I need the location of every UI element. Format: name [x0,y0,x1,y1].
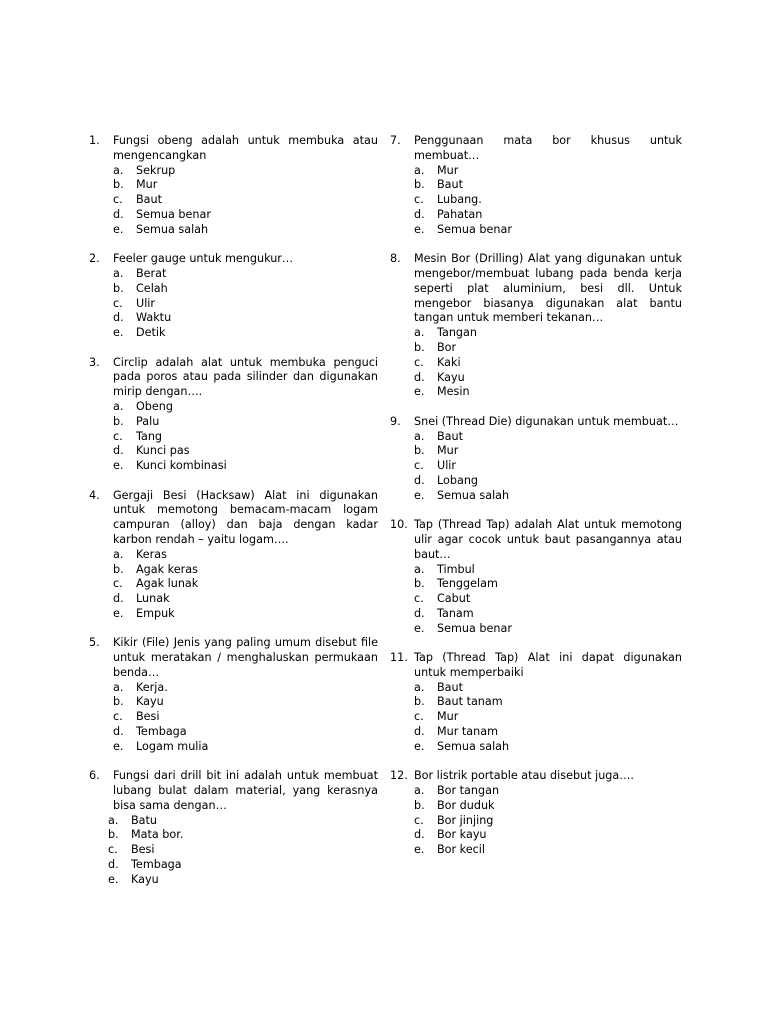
question-text: Penggunaan mata bor khusus untuk membuat… [414,134,682,162]
option-text: Bor kayu [437,828,487,842]
option-text: Berat [136,266,167,280]
answer-option [89,843,378,858]
option-list [89,548,378,622]
option-letter: c. [113,296,123,310]
option-letter: e. [108,872,119,886]
left-column [89,134,378,902]
question-text: Feeler gauge untuk mengukur… [113,252,294,266]
option-text: Bor tangan [437,784,500,798]
option-text: Pahatan [437,207,483,221]
option-text: Semua salah [136,222,209,236]
option-letter: d. [113,207,124,221]
option-letter: e. [414,222,425,236]
option-letter: a. [113,547,124,561]
option-text: Kunci pas [136,444,190,458]
option-text: Tanam [437,606,474,620]
option-letter: a. [414,680,425,694]
answer-option [89,858,378,873]
answer-option [390,326,682,341]
answer-option [89,725,378,740]
option-letter: d. [414,725,425,739]
answer-option [89,873,378,888]
option-text: Tenggelam [437,577,498,591]
question-3 [89,356,378,474]
option-text: Kayu [136,695,164,709]
option-text: Timbul [437,562,475,576]
answer-option [390,178,682,193]
answer-option [89,400,378,415]
answer-option [390,681,682,696]
option-letter: c. [113,193,123,207]
option-letter: c. [113,710,123,724]
option-list [89,267,378,341]
option-letter: a. [414,562,425,576]
option-letter: c. [414,459,424,473]
option-text: Agak keras [136,562,198,576]
question-text: Kikir (File) Jenis yang paling umum disebut file untuk meratakan / menghaluskan permukaan benda… [113,636,378,679]
question-number: 12. [390,769,408,783]
answer-option [390,814,682,829]
question-number: 7. [390,134,401,147]
answer-option [89,740,378,755]
question-number: 3. [89,355,100,369]
question-number: 4. [89,488,100,502]
option-letter: c. [414,592,424,606]
answer-option [390,489,682,504]
question-text: Bor listrik portable atau disebut juga…. [414,769,634,783]
answer-option [390,710,682,725]
option-letter: a. [108,813,119,827]
question-12 [390,769,682,858]
option-letter: d. [108,858,119,872]
question-text: Gergaji Besi (Hacksaw) Alat ini digunakan untuk memotong bemacam-macam logam campuran (alloy) dan baja dengan kadar karbon rendah – yaitu logam…. [113,488,378,546]
answer-option [390,577,682,592]
right-column [390,134,682,873]
option-text: Agak lunak [136,577,199,591]
answer-option [89,178,378,193]
question-11 [390,651,682,755]
option-text: Lubang. [437,193,482,207]
answer-option [390,784,682,799]
option-list [89,681,378,755]
option-list [390,681,682,755]
option-letter: e. [113,222,124,236]
option-letter: d. [113,592,124,606]
option-text: Baut [437,680,464,694]
option-letter: e. [113,606,124,620]
option-letter: b. [108,828,119,842]
option-text: Mur [136,178,158,192]
question-4 [89,489,378,622]
option-list [390,784,682,858]
option-letter: a. [113,163,124,177]
option-text: Ulir [437,459,457,473]
option-text: Lunak [136,592,170,606]
option-letter: b. [414,695,425,709]
answer-option [89,297,378,312]
question-8 [390,252,682,400]
option-list [89,400,378,474]
option-text: Kunci kombinasi [136,459,227,473]
option-text: Lobang [437,473,479,487]
answer-option [390,622,682,637]
answer-option [390,563,682,578]
question-9 [390,415,682,504]
option-letter: d. [414,606,425,620]
question-number: 2. [89,252,100,266]
option-text: Mur [437,163,459,177]
question-10 [390,518,682,636]
answer-option [89,415,378,430]
answer-option [89,282,378,297]
option-letter: d. [113,311,124,325]
option-letter: d. [414,828,425,842]
option-text: Empuk [136,606,175,620]
option-text: Batu [131,813,158,827]
answer-option [390,725,682,740]
option-letter: c. [414,355,424,369]
option-text: Baut [437,429,464,443]
answer-option [89,592,378,607]
option-text: Semua benar [437,222,512,236]
option-letter: b. [113,414,124,428]
option-letter: e. [414,843,425,857]
option-letter: a. [414,326,425,340]
option-text: Mur [437,444,459,458]
answer-option [89,193,378,208]
answer-option [390,371,682,386]
option-letter: e. [414,385,425,399]
question-number: 5. [89,636,100,650]
option-text: Celah [136,281,168,295]
option-letter: d. [113,725,124,739]
option-letter: d. [113,444,124,458]
option-text: Baut tanam [437,695,503,709]
answer-option [89,208,378,223]
option-text: Mur tanam [437,725,498,739]
option-text: Bor kecil [437,843,486,857]
option-letter: e. [414,621,425,635]
option-text: Mata bor. [131,828,184,842]
option-text: Tembaga [136,725,187,739]
option-text: Tangan [437,326,477,340]
option-letter: e. [414,739,425,753]
option-letter: b. [113,562,124,576]
option-text: Detik [136,326,166,340]
answer-option [89,607,378,622]
option-text: Cabut [437,592,471,606]
option-list [390,164,682,238]
answer-option [390,385,682,400]
question-text: Circlip adalah alat untuk membuka penguci pada poros atau pada silinder dan digunakan mirip dengan…. [113,355,378,399]
option-list [89,814,378,888]
option-letter: b. [113,695,124,709]
option-letter: c. [414,193,424,207]
answer-option [89,563,378,578]
question-number: 8. [390,252,401,266]
option-text: Baut [136,193,163,207]
question-number: 6. [89,769,100,783]
answer-option [390,740,682,755]
option-letter: d. [414,207,425,221]
answer-option [89,430,378,445]
answer-option [89,267,378,282]
question-1 [89,134,378,238]
option-text: Semua salah [437,488,510,502]
option-text: Sekrup [136,163,176,177]
option-text: Tembaga [131,858,182,872]
option-letter: b. [414,444,425,458]
option-letter: b. [113,178,124,192]
question-text: Mesin Bor (Drilling) Alat yang digunakan untuk mengebor/membuat lubang pada benda kerja seperti plat aluminium, besi dll. Untuk mengebor biasanya digunakan alat bantu tangan untuk memberi tekanan… [414,252,682,325]
question-7 [390,134,682,238]
option-text: Tang [136,429,163,443]
answer-option [89,326,378,341]
option-text: Kaki [437,355,461,369]
option-list [390,326,682,400]
option-letter: b. [414,798,425,812]
answer-option [89,223,378,238]
answer-option [89,814,378,829]
answer-option [390,474,682,489]
option-letter: a. [414,163,425,177]
question-number: 1. [89,134,100,147]
answer-option [390,356,682,371]
option-letter: a. [113,680,124,694]
option-letter: a. [113,399,124,413]
option-letter: c. [414,710,424,724]
question-text: Fungsi dari drill bit ini adalah untuk membuat lubang bulat dalam material, yang kerasnya bisa sama dengan… [113,769,378,812]
option-text: Mur [437,710,459,724]
option-letter: b. [414,178,425,192]
option-letter: b. [414,340,425,354]
option-text: Ulir [136,296,156,310]
option-letter: b. [414,577,425,591]
answer-option [390,208,682,223]
question-text: Snei (Thread Die) digunakan untuk membuat… [414,414,679,428]
question-number: 9. [390,414,401,428]
answer-option [390,828,682,843]
option-letter: c. [113,429,123,443]
option-text: Keras [136,547,167,561]
answer-option [390,341,682,356]
answer-option [390,459,682,474]
option-letter: e. [113,459,124,473]
answer-option [390,695,682,710]
option-letter: d. [414,473,425,487]
answer-option [390,607,682,622]
option-text: Besi [136,710,160,724]
option-letter: e. [113,739,124,753]
answer-option [390,223,682,238]
answer-option [89,710,378,725]
option-list [390,430,682,504]
option-text: Waktu [136,311,172,325]
option-letter: a. [414,429,425,443]
option-letter: e. [113,326,124,340]
option-text: Obeng [136,399,173,413]
option-text: Bor jinjing [437,813,494,827]
option-letter: c. [108,843,118,857]
answer-option [390,164,682,179]
answer-option [89,828,378,843]
option-text: Kayu [131,872,159,886]
answer-option [390,444,682,459]
option-list [390,563,682,637]
question-5 [89,636,378,754]
answer-option [390,592,682,607]
option-text: Palu [136,414,160,428]
question-text: Tap (Thread Tap) Alat ini dapat digunakan untuk memperbaiki [414,651,682,679]
answer-option [390,843,682,858]
answer-option [89,548,378,563]
option-text: Semua benar [437,621,512,635]
option-letter: e. [414,488,425,502]
option-text: Mesin [437,385,470,399]
answer-option [89,164,378,179]
answer-option [390,430,682,445]
answer-option [390,799,682,814]
answer-option [390,193,682,208]
option-text: Logam mulia [136,739,209,753]
option-letter: c. [113,577,123,591]
option-letter: a. [414,784,425,798]
answer-option [89,695,378,710]
question-number: 11. [390,651,408,665]
option-text: Bor duduk [437,798,495,812]
option-text: Semua salah [437,739,510,753]
question-text: Fungsi obeng adalah untuk membuka atau mengencangkan [113,134,378,162]
option-text: Kerja. [136,680,168,694]
option-text: Semua benar [136,207,211,221]
answer-option [89,444,378,459]
question-2 [89,252,378,341]
option-text: Bor [437,340,457,354]
question-6 [89,769,378,887]
option-letter: b. [113,281,124,295]
question-number: 10. [390,518,408,532]
question-text: Tap (Thread Tap) adalah Alat untuk memotong ulir agar cocok untuk baut pasangannya atau baut… [414,518,682,561]
option-text: Baut [437,178,464,192]
option-letter: d. [414,370,425,384]
option-letter: c. [414,813,424,827]
answer-option [89,459,378,474]
answer-option [89,681,378,696]
option-list [89,164,378,238]
answer-option [89,577,378,592]
option-letter: a. [113,266,124,280]
answer-option [89,311,378,326]
option-text: Besi [131,843,155,857]
option-text: Kayu [437,370,465,384]
